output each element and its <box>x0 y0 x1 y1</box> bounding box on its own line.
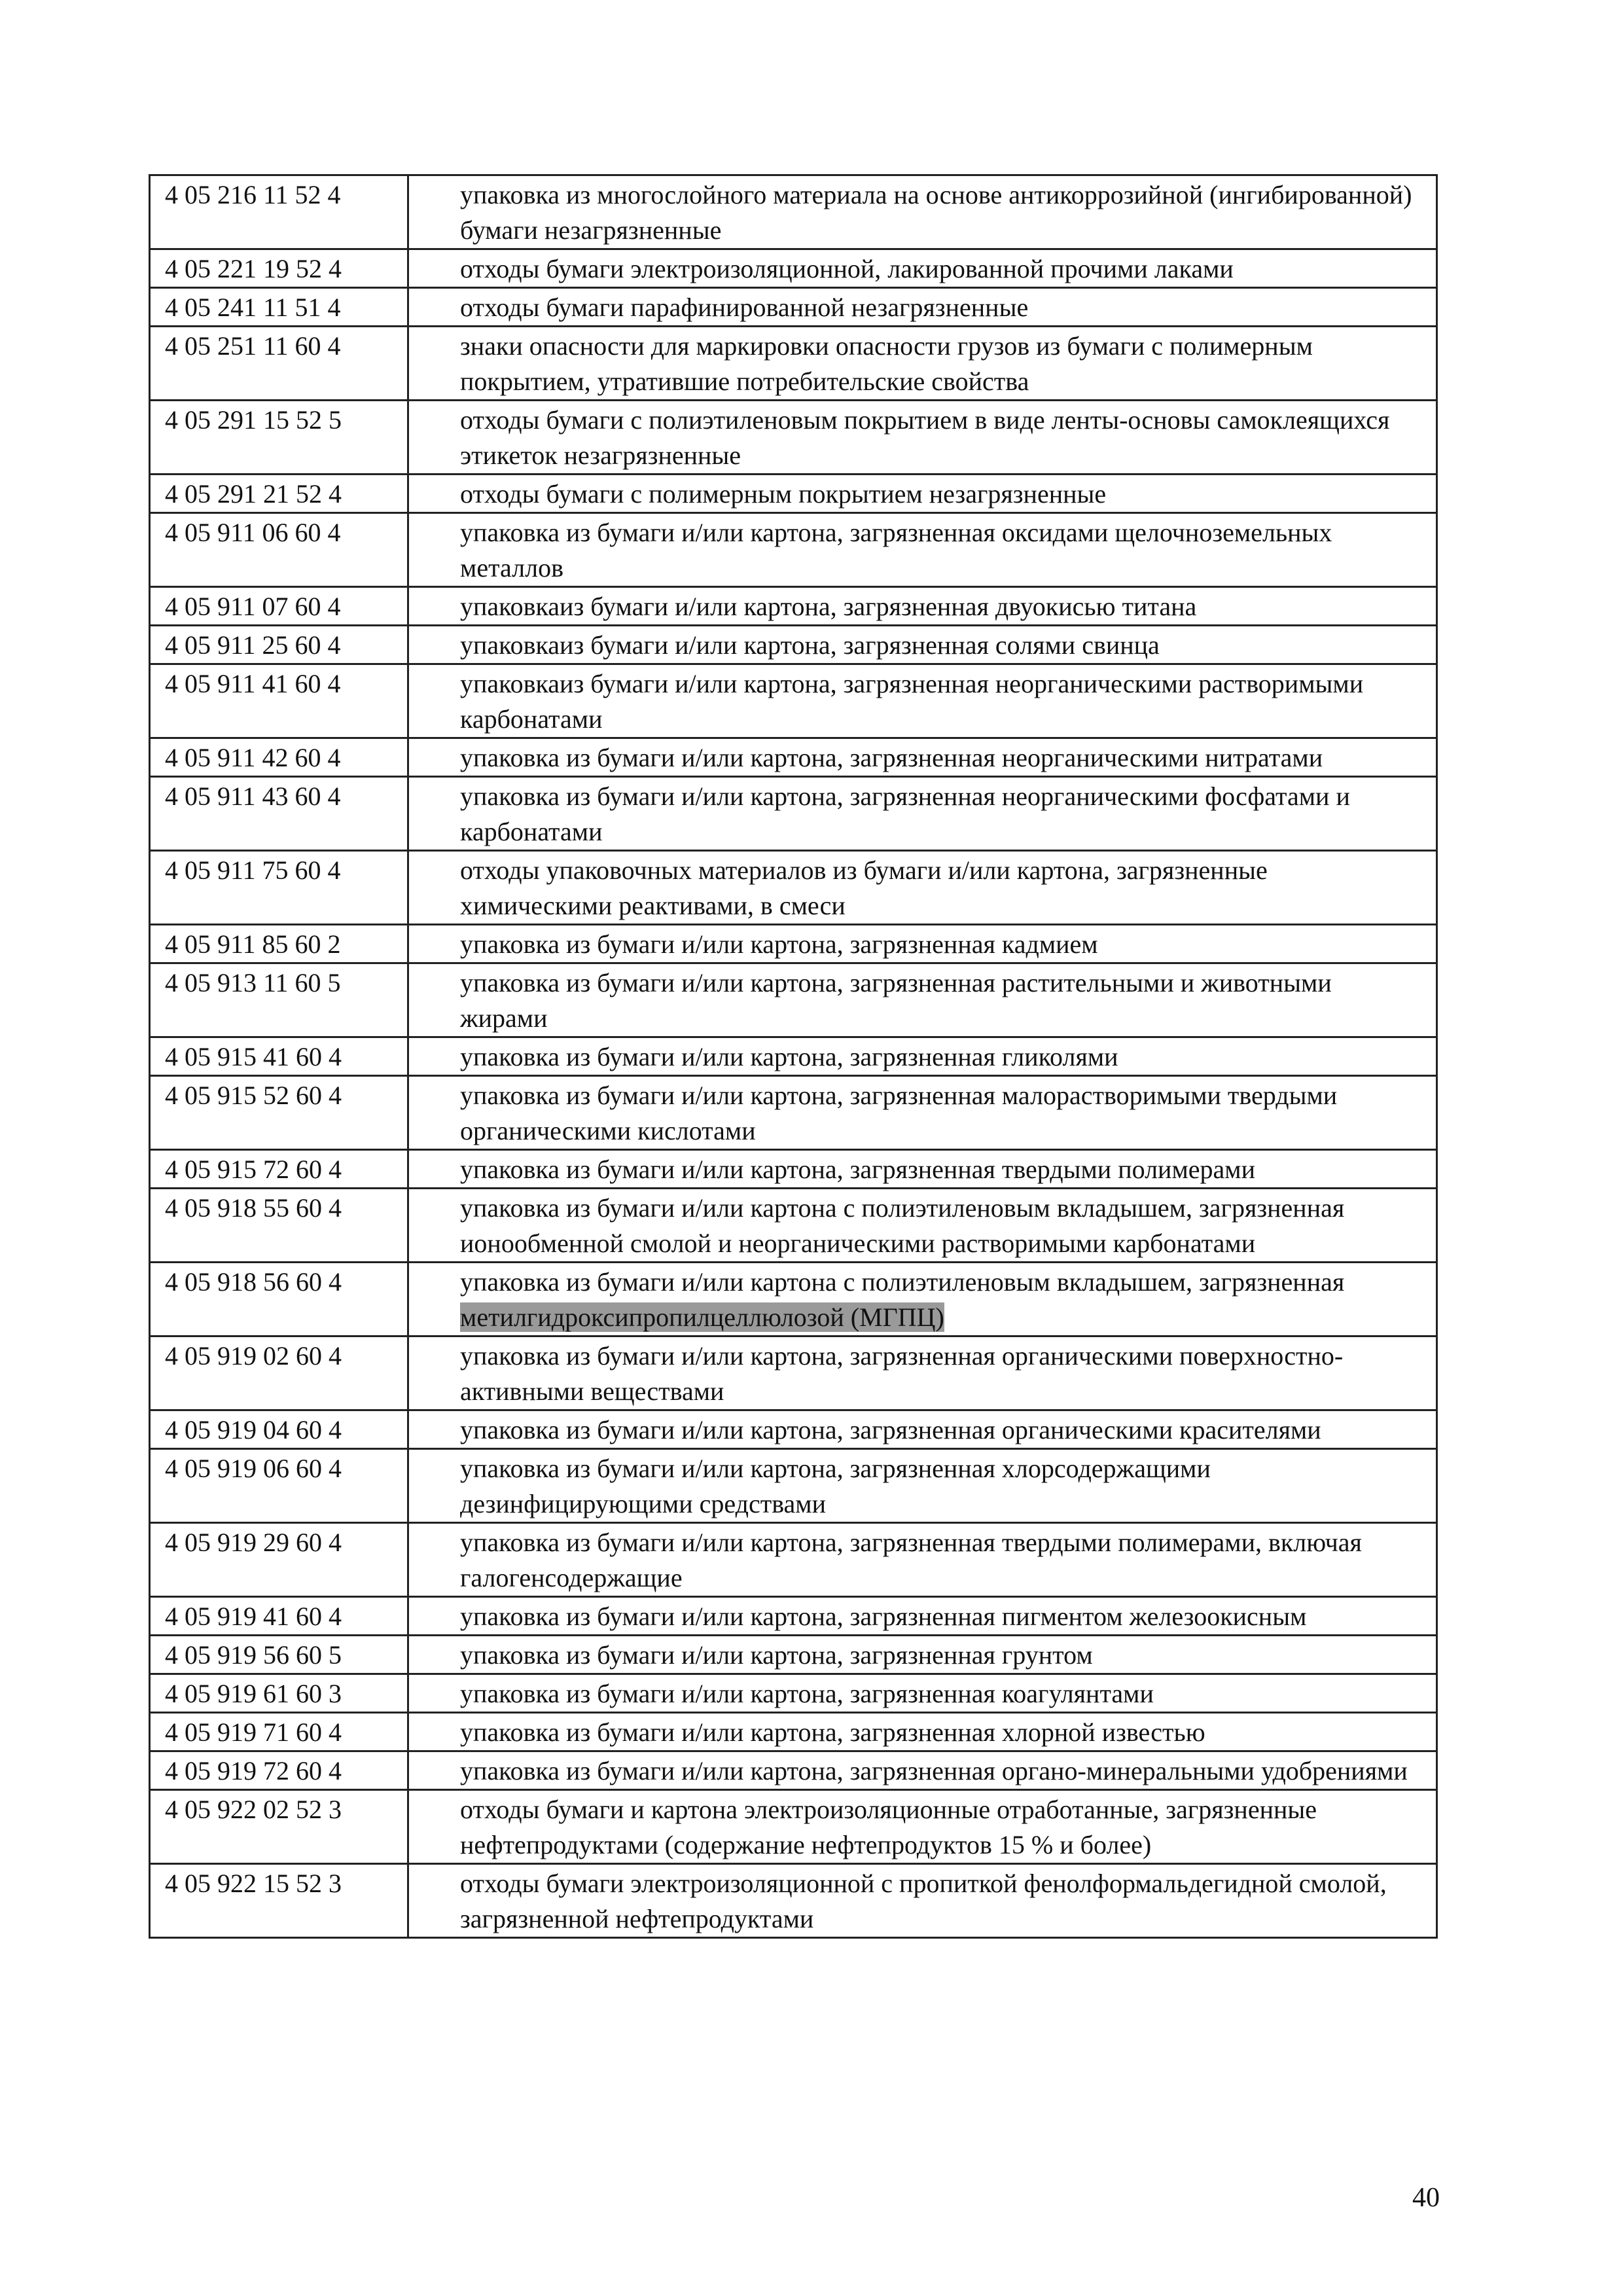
waste-code-cell: 4 05 911 75 60 4 <box>150 851 408 925</box>
waste-description-cell <box>408 1189 1437 1263</box>
table-row <box>150 1864 1437 1938</box>
waste-description-text: знаки опасности для маркировки опасности грузов из бумаги с полимерным покрытием, утратившие потребительские свойства <box>460 331 1313 396</box>
waste-description-cell <box>408 1150 1437 1189</box>
waste-description-text: упаковка из бумаги и/или картона с полиэтиленовым вкладышем, загрязненная <box>460 1267 1345 1297</box>
waste-description-text: упаковка из бумаги и/или картона, загрязненная неорганическими фосфатами и карбонатами <box>460 781 1350 846</box>
table-row <box>150 1150 1437 1189</box>
table-row <box>150 777 1437 851</box>
waste-description-cell <box>408 513 1437 587</box>
table-row <box>150 851 1437 925</box>
waste-description-text: отходы упаковочных материалов из бумаги и/или картона, загрязненные химическими реактивами, в смеси <box>460 855 1268 920</box>
waste-code-cell: 4 05 919 06 60 4 <box>150 1449 408 1523</box>
table-row <box>150 1037 1437 1076</box>
waste-code-cell: 4 05 919 72 60 4 <box>150 1751 408 1790</box>
waste-description-cell <box>408 777 1437 851</box>
waste-description-cell <box>408 1037 1437 1076</box>
table-row <box>150 475 1437 513</box>
table-row <box>150 1636 1437 1674</box>
table-row <box>150 1523 1437 1597</box>
waste-description-text: упаковкаиз бумаги и/или картона, загрязненная солями свинца <box>460 630 1160 660</box>
waste-description-text: отходы бумаги и картона электроизоляционные отработанные, загрязненные нефтепродуктами (содержание нефтепродуктов 15 % и более) <box>460 1795 1317 1859</box>
table-row <box>150 1674 1437 1713</box>
waste-description-cell <box>408 664 1437 738</box>
waste-code-cell: 4 05 911 07 60 4 <box>150 587 408 626</box>
waste-classification-table <box>149 174 1438 1939</box>
waste-description-cell <box>408 1751 1437 1790</box>
waste-description-cell <box>408 851 1437 925</box>
waste-description-text: упаковка из бумаги и/или картона, загрязненная грунтом <box>460 1640 1093 1670</box>
waste-code-cell: 4 05 251 11 60 4 <box>150 327 408 401</box>
waste-code-cell: 4 05 919 41 60 4 <box>150 1597 408 1636</box>
waste-description-text: упаковка из бумаги и/или картона, загрязненная органическими красителями <box>460 1415 1321 1444</box>
waste-code-cell: 4 05 919 04 60 4 <box>150 1410 408 1449</box>
waste-description-text: упаковка из многослойного материала на основе антикоррозийной (ингибированной) бумаги незагрязненные <box>460 180 1412 245</box>
table-row <box>150 1410 1437 1449</box>
waste-code-cell: 4 05 911 41 60 4 <box>150 664 408 738</box>
waste-description-text: упаковка из бумаги и/или картона с полиэтиленовым вкладышем, загрязненная ионообменной смолой и неорганическими растворимыми карбонатами <box>460 1193 1345 1258</box>
waste-description-text: упаковка из бумаги и/или картона, загрязненная неорганическими нитратами <box>460 743 1323 772</box>
waste-code-cell: 4 05 922 15 52 3 <box>150 1864 408 1938</box>
waste-code-cell: 4 05 911 42 60 4 <box>150 738 408 777</box>
waste-description-text: упаковка из бумаги и/или картона, загрязненная твердыми полимерами, включая галогенсодержащие <box>460 1528 1362 1592</box>
table-row <box>150 1189 1437 1263</box>
waste-code-cell: 4 05 911 85 60 2 <box>150 925 408 963</box>
waste-description-cell <box>408 249 1437 288</box>
waste-description-cell <box>408 1864 1437 1938</box>
table-row <box>150 738 1437 777</box>
table-row <box>150 664 1437 738</box>
table-row <box>150 327 1437 401</box>
waste-description-cell <box>408 1076 1437 1150</box>
waste-description-cell <box>408 475 1437 513</box>
table-row <box>150 626 1437 664</box>
waste-description-text: упаковка из бумаги и/или картона, загрязненная твердыми полимерами <box>460 1155 1255 1184</box>
waste-code-cell: 4 05 913 11 60 5 <box>150 963 408 1037</box>
table-row <box>150 925 1437 963</box>
waste-description-cell <box>408 1263 1437 1336</box>
waste-code-cell: 4 05 241 11 51 4 <box>150 288 408 327</box>
waste-description-text: упаковка из бумаги и/или картона, загрязненная растительными и животными жирами <box>460 968 1332 1033</box>
table-row <box>150 1336 1437 1410</box>
waste-description-text: упаковка из бумаги и/или картона, загрязненная органо-минеральными удобрениями <box>460 1756 1408 1785</box>
waste-code-cell: 4 05 911 06 60 4 <box>150 513 408 587</box>
table-row <box>150 587 1437 626</box>
waste-description-cell <box>408 288 1437 327</box>
table-row <box>150 1076 1437 1150</box>
waste-code-cell: 4 05 915 52 60 4 <box>150 1076 408 1150</box>
waste-description-cell <box>408 327 1437 401</box>
waste-code-cell: 4 05 221 19 52 4 <box>150 249 408 288</box>
waste-description-cell <box>408 738 1437 777</box>
table-row <box>150 288 1437 327</box>
waste-code-cell: 4 05 291 21 52 4 <box>150 475 408 513</box>
waste-code-cell: 4 05 919 56 60 5 <box>150 1636 408 1674</box>
waste-description-text: отходы бумаги с полимерным покрытием незагрязненные <box>460 479 1107 509</box>
waste-description-cell <box>408 587 1437 626</box>
waste-description-cell <box>408 401 1437 475</box>
waste-code-cell: 4 05 919 29 60 4 <box>150 1523 408 1597</box>
waste-code-cell: 4 05 915 41 60 4 <box>150 1037 408 1076</box>
waste-description-text: отходы бумаги электроизоляционной с пропиткой фенолформальдегидной смолой, загрязненной нефтепродуктами <box>460 1869 1387 1933</box>
waste-description-text: упаковка из бумаги и/или картона, загрязненная хлорсодержащими дезинфицирующими средствами <box>460 1454 1211 1518</box>
table-row <box>150 175 1437 249</box>
table-row <box>150 1597 1437 1636</box>
waste-description-cell <box>408 1336 1437 1410</box>
waste-description-cell <box>408 1523 1437 1597</box>
table-row <box>150 401 1437 475</box>
waste-description-cell <box>408 626 1437 664</box>
waste-code-cell: 4 05 918 55 60 4 <box>150 1189 408 1263</box>
waste-code-cell: 4 05 919 02 60 4 <box>150 1336 408 1410</box>
waste-code-cell: 4 05 911 43 60 4 <box>150 777 408 851</box>
waste-description-text: упаковка из бумаги и/или картона, загрязненная пигментом железоокисным <box>460 1602 1307 1631</box>
waste-description-cell <box>408 175 1437 249</box>
table-row <box>150 1449 1437 1523</box>
waste-description-text: упаковкаиз бумаги и/или картона, загрязненная неорганическими растворимыми карбонатами <box>460 669 1364 734</box>
table-row <box>150 1263 1437 1336</box>
waste-description-text: отходы бумаги парафинированной незагрязненные <box>460 293 1029 322</box>
waste-description-text: упаковкаиз бумаги и/или картона, загрязненная двуокисью титана <box>460 592 1197 621</box>
table-row <box>150 249 1437 288</box>
waste-description-cell <box>408 1636 1437 1674</box>
waste-code-cell: 4 05 922 02 52 3 <box>150 1790 408 1864</box>
waste-description-text: упаковка из бумаги и/или картона, загрязненная оксидами щелочноземельных металлов <box>460 518 1332 583</box>
waste-description-text: отходы бумаги с полиэтиленовым покрытием в виде ленты-основы самоклеящихся этикеток незагрязненные <box>460 405 1390 470</box>
waste-description-cell <box>408 925 1437 963</box>
waste-description-cell <box>408 1674 1437 1713</box>
table-row <box>150 1751 1437 1790</box>
table-row <box>150 1713 1437 1751</box>
waste-description-cell <box>408 963 1437 1037</box>
waste-code-cell: 4 05 919 71 60 4 <box>150 1713 408 1751</box>
waste-description-text: упаковка из бумаги и/или картона, загрязненная гликолями <box>460 1042 1118 1071</box>
table-body <box>150 175 1437 1938</box>
waste-code-cell: 4 05 915 72 60 4 <box>150 1150 408 1189</box>
waste-code-cell: 4 05 291 15 52 5 <box>150 401 408 475</box>
waste-description-text: упаковка из бумаги и/или картона, загрязненная хлорной известью <box>460 1717 1205 1747</box>
waste-code-cell: 4 05 216 11 52 4 <box>150 175 408 249</box>
waste-description-cell <box>408 1597 1437 1636</box>
table-row <box>150 1790 1437 1864</box>
waste-description-cell <box>408 1410 1437 1449</box>
table-row <box>150 963 1437 1037</box>
highlighted-text: метилгидроксипропилцеллюлозой (МГПЦ) <box>460 1302 944 1332</box>
waste-description-text: упаковка из бумаги и/или картона, загрязненная кадмием <box>460 929 1098 959</box>
waste-description-text: отходы бумаги электроизоляционной, лакированной прочими лаками <box>460 254 1234 283</box>
waste-description-text: упаковка из бумаги и/или картона, загрязненная органическими поверхностно-активными веществами <box>460 1341 1344 1406</box>
page-number: 40 <box>1412 2183 1440 2213</box>
waste-description-cell <box>408 1449 1437 1523</box>
waste-description-text: упаковка из бумаги и/или картона, загрязненная коагулянтами <box>460 1679 1154 1708</box>
table-row <box>150 513 1437 587</box>
waste-code-cell: 4 05 918 56 60 4 <box>150 1263 408 1336</box>
waste-code-cell: 4 05 919 61 60 3 <box>150 1674 408 1713</box>
waste-code-cell: 4 05 911 25 60 4 <box>150 626 408 664</box>
waste-description-cell <box>408 1790 1437 1864</box>
waste-description-cell <box>408 1713 1437 1751</box>
waste-description-text: упаковка из бумаги и/или картона, загрязненная малорастворимыми твердыми органическими кислотами <box>460 1081 1338 1145</box>
